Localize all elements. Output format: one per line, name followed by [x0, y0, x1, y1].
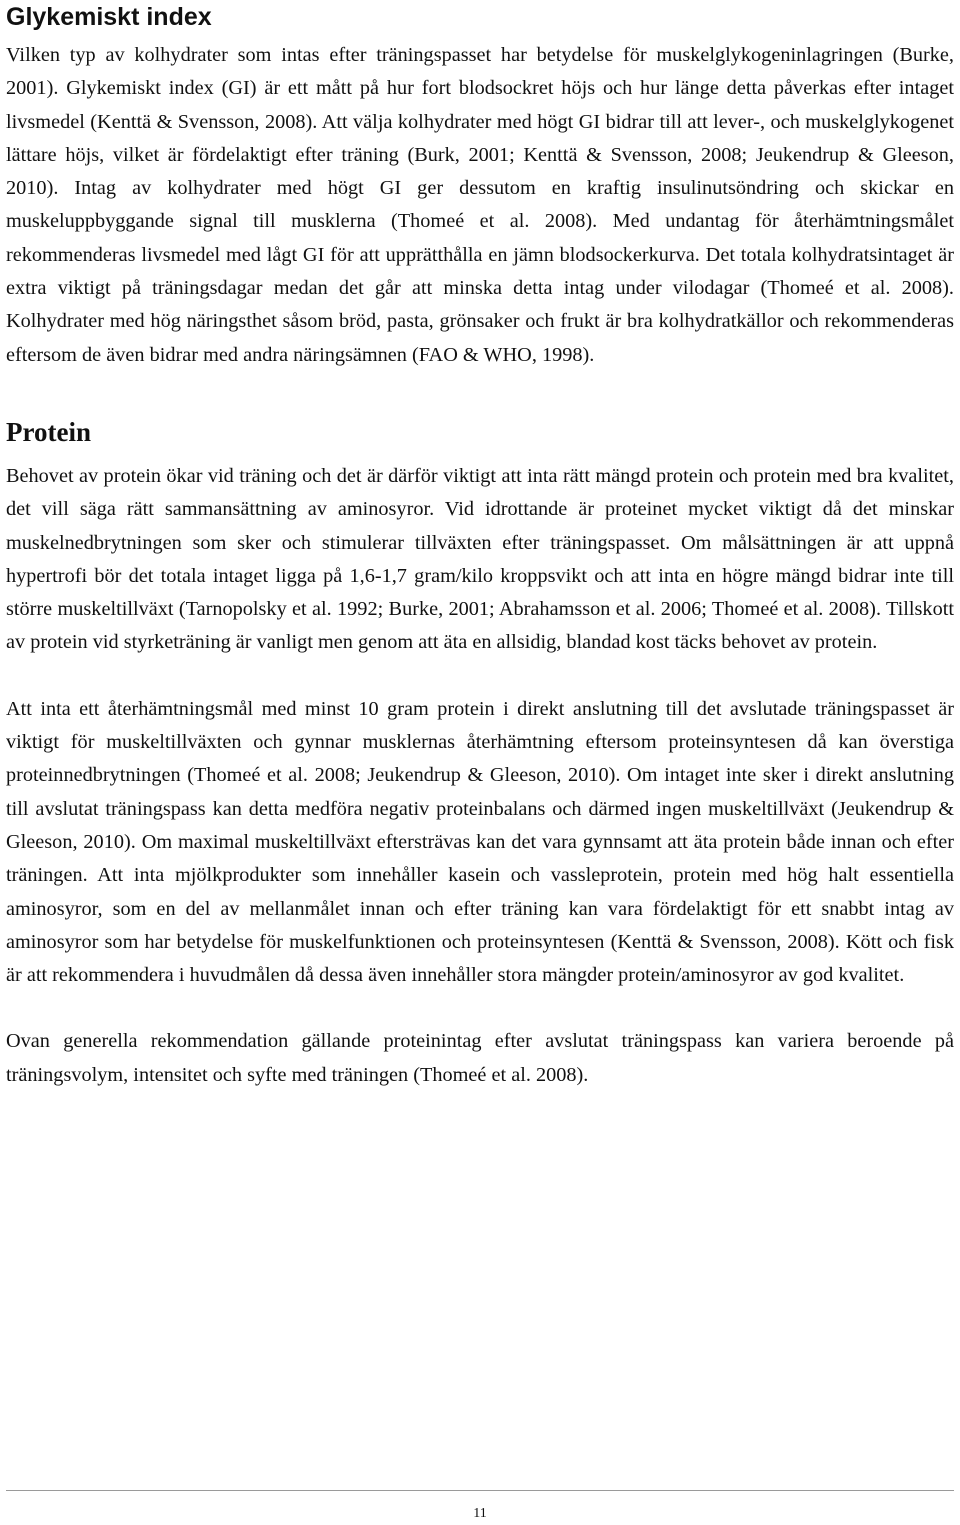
- paragraph-protein-3: Ovan generella rekommendation gällande proteinintag efter avslutat träningspass kan variera beroende på träningsvolym, intensitet och syfte med träningen (Thomeé et al. 2008).: [6, 1030, 954, 1086]
- page-number: 11: [473, 1506, 487, 1521]
- footer-divider: [6, 1490, 954, 1491]
- paragraph-protein-1: Behovet av protein ökar vid träning och det är därför viktigt att inta rätt mängd protein och protein med bra kvalitet, det vill säga rätt sammansättning av aminosyror. Vid idrottande är proteinet mycket viktigt då det minskar muskelnedbrytningen som sker och stimulerar tillväxten efter träningspasset. Om målsättningen är att uppnå hypertrofi bör det totala intaget ligga på 1,6-1,7 gram/kilo kroppsvikt och att inta en högre mängd bidrar inte till större muskeltillväxt (Tarnopolsky et al. 1992; Burke, 2001; Abrahamsson et al. 2006; Thomeé et al. 2008). Tillskott av protein vid styrketräning är vanligt men genom att äta en allsidig, blandad kost täcks behovet av protein.: [6, 464, 954, 654]
- section-heading-glykemiskt-index: Glykemiskt index: [6, 3, 212, 31]
- document-page: [6, 0, 954, 1525]
- paragraph-glykemiskt-index-1: Vilken typ av kolhydrater som intas efter träningspasset har betydelse för muskelglykogeninlagringen (Burke, 2001). Glykemiskt index (GI) är ett mått på hur fort blodsockret höjs och hur länge detta påverkas efter intaget livsmedel (Kenttä & Svensson, 2008). Att välja kolhydrater med högt GI bidrar till att lever-, och muskelglykogenet lättare höjs, vilket är fördelaktigt efter träning (Burk, 2001; Kenttä & Svensson, 2008; Jeukendrup & Gleeson, 2010). Intag av kolhydrater med högt GI ger dessutom en kraftig insulinutsöndring och skickar en muskeluppbyggande signal till musklerna (Thomeé et al. 2008). Med undantag för återhämtningsmålet rekommenderas livsmedel med lågt GI för att upprätthålla en jämn blodsockerkurva. Det totala kolhydratsintaget är extra viktigt på träningsdagar medan det går att minska detta intag under vilodagar (Thomeé et al. 2008). Kolhydrater med hög näringsthet såsom bröd, pasta, grönsaker och frukt är bra kolhydratkällor och rekommenderas eftersom de även bidrar med andra näringsämnen (FAO & WHO, 1998).: [6, 44, 954, 366]
- paragraph-protein-2: Att inta ett återhämtningsmål med minst 10 gram protein i direkt anslutning till det avslutade träningspasset är viktigt för muskeltillväxten och gynnar musklernas återhämtning eftersom proteinsyntesen då kan överstiga proteinnedbrytningen (Thomeé et al. 2008; Jeukendrup & Gleeson, 2010). Om intaget inte sker i direkt anslutning till avslutat träningspass kan detta medföra negativ proteinbalans och därmed ingen muskeltillväxt (Jeukendrup & Gleeson, 2010). Om maximal muskeltillväxt eftersträvas kan det vara gynnsamt att äta protein både innan och efter träningen. Att inta mjölkprodukter som innehåller kasein och vassleprotein, protein med hög halt essentiella aminosyror, som en del av mellanmålet innan och efter träning kan vara fördelaktigt för ett snabbt intag av aminosyror som har betydelse för muskelfunktionen och proteinsyntesen (Kenttä & Svensson, 2008). Kött och fisk är att rekommendera i huvudmålen då dessa även innehåller stora mängder protein/aminosyror av god kvalitet.: [6, 697, 954, 987]
- section-heading-protein: Protein: [6, 416, 91, 447]
